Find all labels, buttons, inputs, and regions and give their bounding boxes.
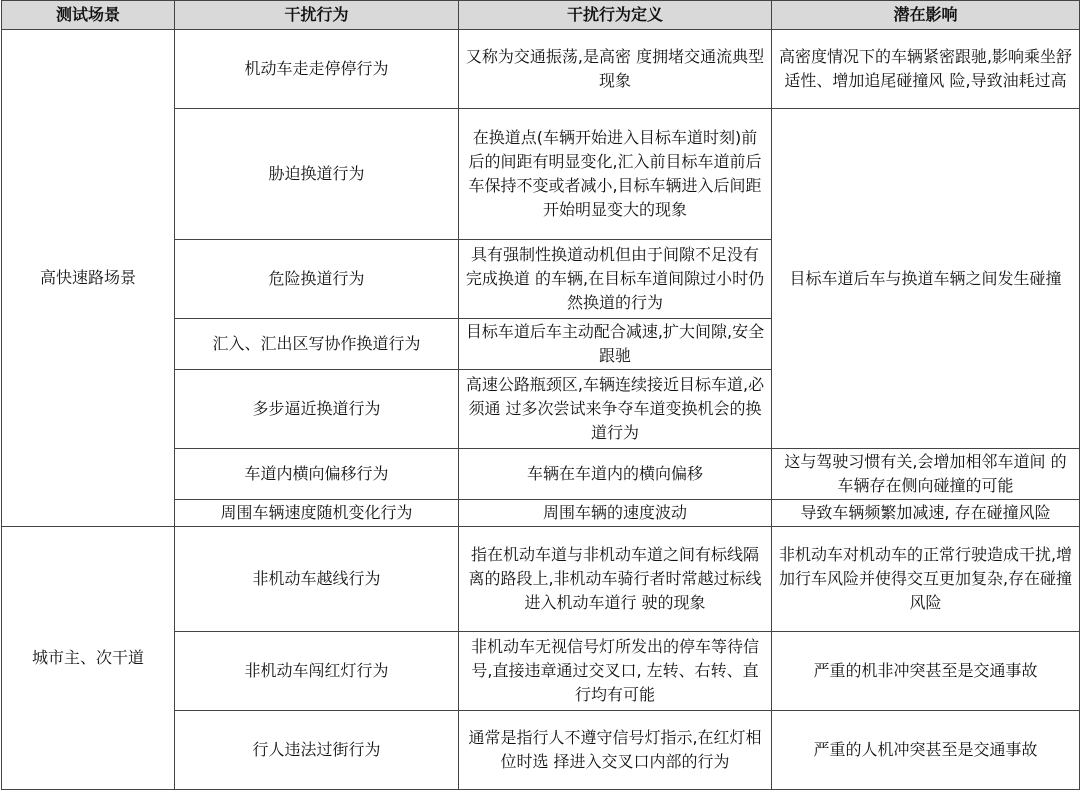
table-row bbox=[2, 527, 1080, 632]
impact-cell: 非机动车对机动车的正常行驶造成干扰,增加行车风险并使得交互更加复杂,存在碰撞风险 bbox=[772, 527, 1080, 632]
behavior-cell: 非机动车越线行为 bbox=[175, 527, 459, 632]
definition-cell: 目标车道后车主动配合减速,扩大间隙,安全跟驰 bbox=[459, 319, 772, 370]
impact-cell: 这与驾驶习惯有关,会增加相邻车道间 的车辆存在侧向碰撞的可能 bbox=[772, 449, 1080, 500]
header-scene: 测试场景 bbox=[2, 1, 175, 30]
definition-cell: 在换道点(车辆开始进入目标车道时刻)前后的间距有明显变化,汇入前目标车道前后车保持不变或者减小,目标车辆进入后间距开始明显变大的现象 bbox=[459, 109, 772, 240]
impact-cell: 高密度情况下的车辆紧密跟驰,影响乘坐舒 适性、增加追尾碰撞风 险,导致油耗过高 bbox=[772, 30, 1080, 109]
definition-cell: 指在机动车道与非机动车道之间有标线隔离的路段上,非机动车骑行者时常越过标线进入机动车道行 驶的现象 bbox=[459, 527, 772, 632]
behavior-cell: 行人违法过街行为 bbox=[175, 711, 459, 790]
behavior-cell: 车道内横向偏移行为 bbox=[175, 449, 459, 500]
behavior-cell: 非机动车闯红灯行为 bbox=[175, 632, 459, 711]
definition-cell: 周围车辆的速度波动 bbox=[459, 500, 772, 527]
impact-cell: 严重的人机冲突甚至是交通事故 bbox=[772, 711, 1080, 790]
interference-behavior-table bbox=[1, 0, 1080, 790]
header-row bbox=[2, 1, 1080, 30]
scene-cell: 城市主、次干道 bbox=[2, 527, 175, 790]
definition-cell: 通常是指行人不遵守信号灯指示,在红灯相位时选 择进入交叉口内部的行为 bbox=[459, 711, 772, 790]
definition-cell: 非机动车无视信号灯所发出的停车等待信号,直接违章通过交叉口, 左转、右转、直行均有可能 bbox=[459, 632, 772, 711]
definition-cell: 又称为交通振荡,是高密 度拥堵交通流典型现象 bbox=[459, 30, 772, 109]
behavior-cell: 危险换道行为 bbox=[175, 240, 459, 319]
behavior-cell: 机动车走走停停行为 bbox=[175, 30, 459, 109]
impact-cell-merged: 目标车道后车与换道车辆之间发生碰撞 bbox=[772, 109, 1080, 449]
behavior-cell: 多步逼近换道行为 bbox=[175, 370, 459, 449]
header-impact: 潜在影响 bbox=[772, 1, 1080, 30]
definition-cell: 具有强制性换道动机但由于间隙不足没有完成换道 的车辆,在目标车道间隙过小时仍然换道的行为 bbox=[459, 240, 772, 319]
definition-cell: 高速公路瓶颈区,车辆连续接近目标车道,必须通 过多次尝试来争夺车道变换机会的换道行为 bbox=[459, 370, 772, 449]
impact-cell: 导致车辆频繁加减速, 存在碰撞风险 bbox=[772, 500, 1080, 527]
definition-cell: 车辆在车道内的横向偏移 bbox=[459, 449, 772, 500]
behavior-cell: 汇入、汇出区写协作换道行为 bbox=[175, 319, 459, 370]
impact-cell: 严重的机非冲突甚至是交通事故 bbox=[772, 632, 1080, 711]
header-definition: 干扰行为定义 bbox=[459, 1, 772, 30]
header-behavior: 干扰行为 bbox=[175, 1, 459, 30]
behavior-cell: 胁迫换道行为 bbox=[175, 109, 459, 240]
scene-cell: 高快速路场景 bbox=[2, 30, 175, 527]
behavior-cell: 周围车辆速度随机变化行为 bbox=[175, 500, 459, 527]
table-row bbox=[2, 30, 1080, 109]
